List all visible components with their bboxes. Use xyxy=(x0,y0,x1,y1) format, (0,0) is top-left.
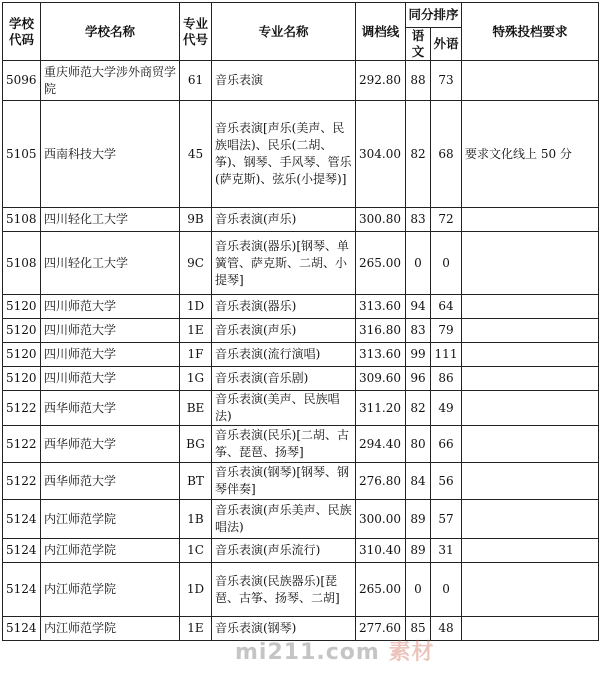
major-code-cell: 1D xyxy=(180,295,212,319)
major-code-cell: BE xyxy=(180,391,212,426)
table-row xyxy=(3,563,599,617)
table-row xyxy=(3,319,599,343)
major-name-cell: 音乐表演(民族器乐)[琵琶、古筝、扬琴、二胡] xyxy=(212,563,356,617)
major-name-cell: 音乐表演(流行演唱) xyxy=(212,343,356,367)
foreign-cell: 68 xyxy=(431,101,462,208)
major-name-cell: 音乐表演(钢琴) xyxy=(212,617,356,641)
table-row xyxy=(3,539,599,563)
school-code-cell: 5105 xyxy=(3,101,41,208)
major-code-cell: 9C xyxy=(180,232,212,295)
school-code-cell: 5120 xyxy=(3,343,41,367)
chinese-cell: 89 xyxy=(406,500,431,539)
school-name-cell: 西南科技大学 xyxy=(41,101,180,208)
line-cell: 265.00 xyxy=(356,232,406,295)
table-body xyxy=(3,61,599,641)
line-cell: 300.00 xyxy=(356,500,406,539)
chinese-cell: 85 xyxy=(406,617,431,641)
requirement-cell xyxy=(462,295,599,319)
major-code-cell: BT xyxy=(180,463,212,500)
major-name-cell: 音乐表演(声乐) xyxy=(212,319,356,343)
school-name-cell: 内江师范学院 xyxy=(41,617,180,641)
major-name-cell: 音乐表演(声乐) xyxy=(212,208,356,232)
header-rank-group: 同分排序 xyxy=(406,3,462,28)
chinese-cell: 80 xyxy=(406,426,431,463)
school-code-cell: 5120 xyxy=(3,319,41,343)
major-code-cell: 1B xyxy=(180,500,212,539)
line-cell: 292.80 xyxy=(356,61,406,101)
foreign-cell: 66 xyxy=(431,426,462,463)
chinese-cell: 94 xyxy=(406,295,431,319)
table-row xyxy=(3,208,599,232)
chinese-cell: 82 xyxy=(406,101,431,208)
school-name-cell: 四川师范大学 xyxy=(41,319,180,343)
school-name-cell: 内江师范学院 xyxy=(41,539,180,563)
requirement-cell xyxy=(462,563,599,617)
school-name-cell: 四川师范大学 xyxy=(41,367,180,391)
school-code-cell: 5096 xyxy=(3,61,41,101)
major-name-cell: 音乐表演(声乐流行) xyxy=(212,539,356,563)
line-cell: 304.00 xyxy=(356,101,406,208)
requirement-cell xyxy=(462,319,599,343)
header-requirement: 特殊投档要求 xyxy=(462,3,599,61)
header-chinese: 语文 xyxy=(406,28,431,61)
line-cell: 316.80 xyxy=(356,319,406,343)
school-code-cell: 5120 xyxy=(3,295,41,319)
foreign-cell: 86 xyxy=(431,367,462,391)
major-code-cell: 9B xyxy=(180,208,212,232)
major-code-cell: 1E xyxy=(180,617,212,641)
school-code-cell: 5124 xyxy=(3,539,41,563)
school-code-cell: 5108 xyxy=(3,208,41,232)
line-cell: 309.60 xyxy=(356,367,406,391)
major-name-cell: 音乐表演(美声、民族唱法) xyxy=(212,391,356,426)
major-code-cell: BG xyxy=(180,426,212,463)
requirement-cell xyxy=(462,391,599,426)
chinese-cell: 82 xyxy=(406,391,431,426)
table-row xyxy=(3,617,599,641)
table-row xyxy=(3,391,599,426)
major-name-cell: 音乐表演(器乐)[钢琴、单簧管、萨克斯、二胡、小提琴] xyxy=(212,232,356,295)
school-name-cell: 内江师范学院 xyxy=(41,500,180,539)
major-code-cell: 1F xyxy=(180,343,212,367)
line-cell: 265.00 xyxy=(356,563,406,617)
header-major-code: 专业代号 xyxy=(180,3,212,61)
chinese-cell: 84 xyxy=(406,463,431,500)
school-code-cell: 5122 xyxy=(3,391,41,426)
foreign-cell: 56 xyxy=(431,463,462,500)
major-code-cell: 1E xyxy=(180,319,212,343)
requirement-cell xyxy=(462,232,599,295)
requirement-cell xyxy=(462,500,599,539)
school-code-cell: 5122 xyxy=(3,426,41,463)
major-code-cell: 61 xyxy=(180,61,212,101)
chinese-cell: 89 xyxy=(406,539,431,563)
table-row xyxy=(3,343,599,367)
table-row xyxy=(3,295,599,319)
foreign-cell: 111 xyxy=(431,343,462,367)
requirement-cell xyxy=(462,208,599,232)
major-name-cell: 音乐表演(钢琴)[钢琴、钢琴伴奏] xyxy=(212,463,356,500)
school-code-cell: 5120 xyxy=(3,367,41,391)
chinese-cell: 83 xyxy=(406,319,431,343)
major-code-cell: 45 xyxy=(180,101,212,208)
chinese-cell: 99 xyxy=(406,343,431,367)
line-cell: 313.60 xyxy=(356,343,406,367)
header-school-name: 学校名称 xyxy=(41,3,180,61)
header-row-top xyxy=(3,3,599,28)
table-row xyxy=(3,232,599,295)
school-name-cell: 内江师范学院 xyxy=(41,563,180,617)
school-code-cell: 5124 xyxy=(3,617,41,641)
foreign-cell: 64 xyxy=(431,295,462,319)
school-name-cell: 四川轻化工大学 xyxy=(41,208,180,232)
school-name-cell: 西华师范大学 xyxy=(41,463,180,500)
chinese-cell: 88 xyxy=(406,61,431,101)
foreign-cell: 72 xyxy=(431,208,462,232)
admission-table xyxy=(2,2,599,641)
foreign-cell: 0 xyxy=(431,563,462,617)
foreign-cell: 48 xyxy=(431,617,462,641)
line-cell: 310.40 xyxy=(356,539,406,563)
school-name-cell: 重庆师范大学涉外商贸学院 xyxy=(41,61,180,101)
line-cell: 277.60 xyxy=(356,617,406,641)
table-row xyxy=(3,367,599,391)
chinese-cell: 96 xyxy=(406,367,431,391)
requirement-cell xyxy=(462,539,599,563)
school-code-cell: 5108 xyxy=(3,232,41,295)
major-code-cell: 1C xyxy=(180,539,212,563)
school-code-cell: 5124 xyxy=(3,500,41,539)
chinese-cell: 0 xyxy=(406,563,431,617)
major-name-cell: 音乐表演(器乐) xyxy=(212,295,356,319)
school-name-cell: 西华师范大学 xyxy=(41,391,180,426)
major-name-cell: 音乐表演 xyxy=(212,61,356,101)
foreign-cell: 79 xyxy=(431,319,462,343)
table-row xyxy=(3,426,599,463)
school-code-cell: 5122 xyxy=(3,463,41,500)
chinese-cell: 83 xyxy=(406,208,431,232)
requirement-cell xyxy=(462,426,599,463)
requirement-cell: 要求文化线上 50 分 xyxy=(462,101,599,208)
line-cell: 313.60 xyxy=(356,295,406,319)
watermark-cn: 素材 xyxy=(388,640,435,665)
foreign-cell: 73 xyxy=(431,61,462,101)
school-name-cell: 四川轻化工大学 xyxy=(41,232,180,295)
chinese-cell: 0 xyxy=(406,232,431,295)
watermark-latin: mi211.com xyxy=(235,640,380,665)
school-name-cell: 四川师范大学 xyxy=(41,343,180,367)
major-name-cell: 音乐表演[声乐(美声、民族唱法)、民乐(二胡、筝)、钢琴、手风琴、管乐(萨克斯)、弦乐(小提琴)] xyxy=(212,101,356,208)
table-row xyxy=(3,61,599,101)
table-row xyxy=(3,500,599,539)
header-foreign: 外语 xyxy=(431,28,462,61)
line-cell: 294.40 xyxy=(356,426,406,463)
header-major-name: 专业名称 xyxy=(212,3,356,61)
table-row xyxy=(3,463,599,500)
line-cell: 276.80 xyxy=(356,463,406,500)
major-name-cell: 音乐表演(声乐美声、民族唱法) xyxy=(212,500,356,539)
foreign-cell: 49 xyxy=(431,391,462,426)
school-name-cell: 西华师范大学 xyxy=(41,426,180,463)
foreign-cell: 0 xyxy=(431,232,462,295)
header-school-code: 学校代码 xyxy=(3,3,41,61)
foreign-cell: 31 xyxy=(431,539,462,563)
foreign-cell: 57 xyxy=(431,500,462,539)
table-row xyxy=(3,101,599,208)
school-name-cell: 四川师范大学 xyxy=(41,295,180,319)
major-code-cell: 1G xyxy=(180,367,212,391)
line-cell: 311.20 xyxy=(356,391,406,426)
major-name-cell: 音乐表演(音乐剧) xyxy=(212,367,356,391)
requirement-cell xyxy=(462,463,599,500)
requirement-cell xyxy=(462,367,599,391)
major-code-cell: 1D xyxy=(180,563,212,617)
requirement-cell xyxy=(462,617,599,641)
school-code-cell: 5124 xyxy=(3,563,41,617)
requirement-cell xyxy=(462,61,599,101)
header-line: 调档线 xyxy=(356,3,406,61)
major-name-cell: 音乐表演(民乐)[二胡、古筝、琵琶、扬琴] xyxy=(212,426,356,463)
requirement-cell xyxy=(462,343,599,367)
line-cell: 300.80 xyxy=(356,208,406,232)
